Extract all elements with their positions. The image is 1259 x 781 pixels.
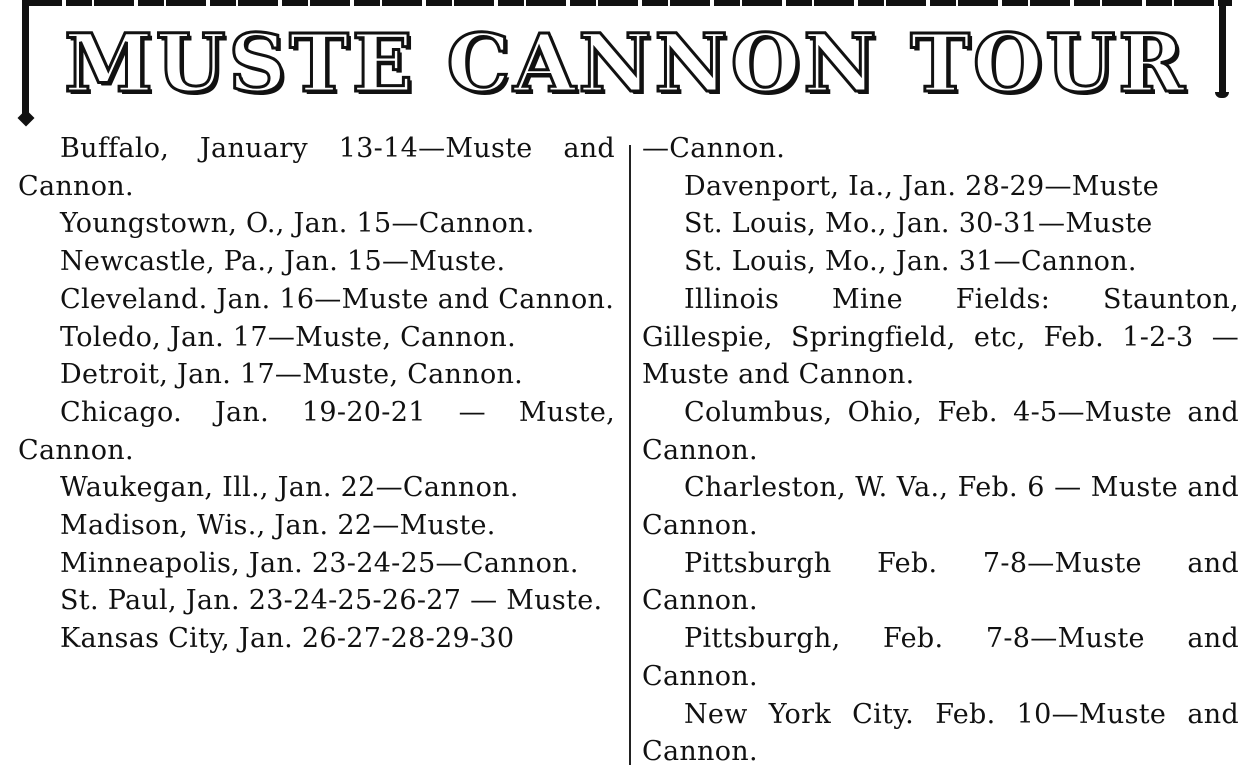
left-column (18, 130, 615, 658)
tour-entry: Illinois Mine Fields: Staunton, Gillespie, Springfield, etc, Feb. 1-2-3 —Muste and Cannon. (642, 283, 1239, 391)
tour-entry: Newcastle, Pa., Jan. 15—Muste. (60, 246, 506, 278)
tour-entry: Youngstown, O., Jan. 15—Cannon. (60, 208, 535, 240)
tour-entry: Davenport, Ia., Jan. 28-29—Muste (684, 170, 1159, 202)
tour-entry: Pittsburgh, Feb. 7-8—Muste and Cannon. (642, 623, 1239, 692)
diamond-ornament-icon (18, 110, 35, 127)
tour-entry-continuation: —Cannon. (642, 133, 786, 164)
tour-entry: St. Paul, Jan. 23-24-25-26-27 — Muste. (60, 585, 603, 617)
tour-entry: Chicago. Jan. 19-20-21 — Muste, Cannon. (18, 396, 615, 466)
tour-entry: Charleston, W. Va., Feb. 6 — Muste and Cannon. (642, 472, 1239, 542)
tour-entry: Toledo, Jan. 17—Muste, Cannon. (60, 321, 516, 353)
top-border-rule (22, 0, 1232, 6)
headline: MUSTE CANNON TOUR (64, 16, 1188, 110)
tour-entry: New York City. Feb. 10—Muste and Cannon. (642, 698, 1239, 768)
right-border-rule (1219, 0, 1226, 96)
tour-entry: Minneapolis, Jan. 23-24-25—Cannon. (60, 547, 579, 579)
tour-entry: Cleveland. Jan. 16—Muste and Cannon. (60, 283, 615, 315)
tour-entry: St. Louis, Mo., Jan. 30-31—Muste (684, 208, 1153, 240)
right-column (642, 130, 1239, 771)
tour-entry: Columbus, Ohio, Feb. 4-5—Muste and Cannon. (642, 396, 1239, 466)
left-border-rule (22, 0, 29, 115)
tour-entry: St. Louis, Mo., Jan. 31—Cannon. (684, 246, 1137, 278)
tour-entry: Pittsburgh Feb. 7-8—Muste and Cannon. (642, 547, 1239, 617)
column-divider (629, 145, 631, 765)
tour-entry: Detroit, Jan. 17—Muste, Cannon. (60, 359, 524, 391)
tour-entry: Madison, Wis., Jan. 22—Muste. (60, 510, 496, 542)
hook-ornament-icon (1215, 92, 1229, 98)
tour-entry: Kansas City, Jan. 26-27-28-29-30 (60, 623, 515, 655)
tour-entry: Buffalo, January 13-14—Muste and Cannon. (18, 133, 615, 202)
tour-entry: Waukegan, Ill., Jan. 22—Cannon. (60, 472, 519, 504)
